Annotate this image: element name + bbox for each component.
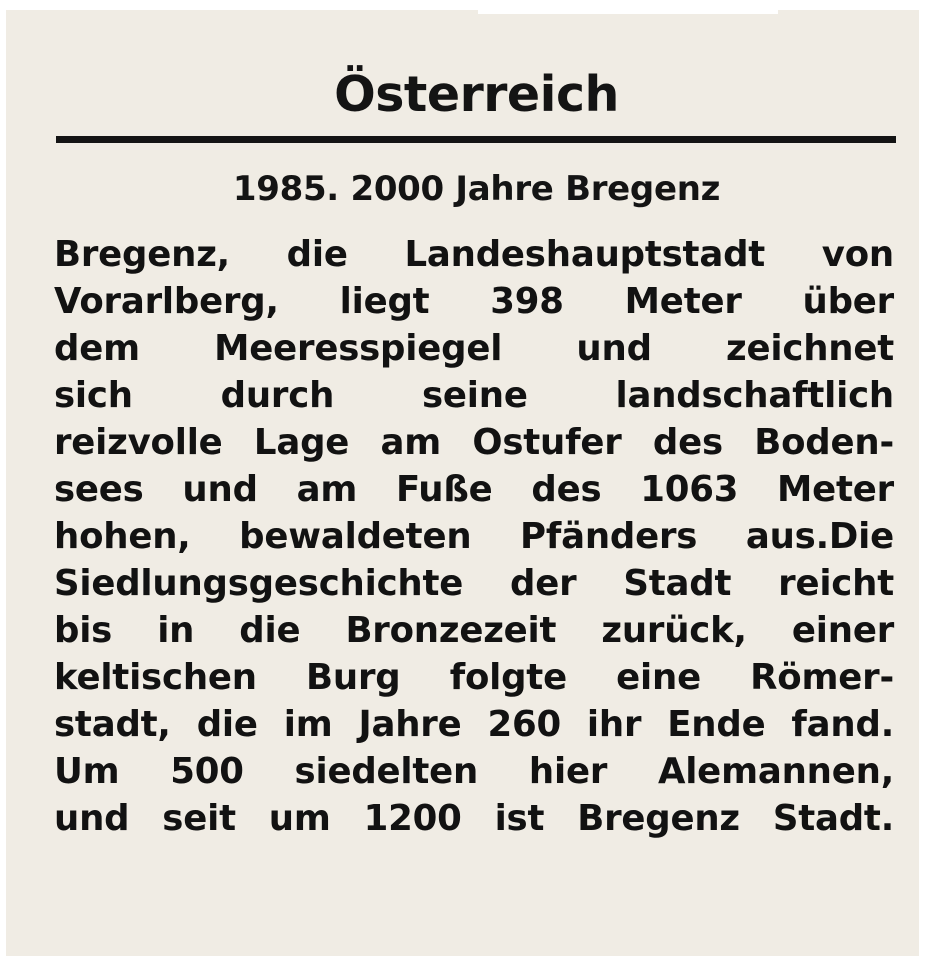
body-line: bis in die Bronzezeit zurück, einer: [54, 609, 894, 651]
body-line: sees und am Fuße des 1063 Meter: [54, 468, 894, 510]
text-card: [6, 10, 919, 956]
body-line: Vorarlberg, liegt 398 Meter über: [54, 280, 894, 322]
body-line: Um 500 siedelten hier Alemannen,: [54, 750, 894, 792]
body-line: hohen, bewaldeten Pfänders aus.Die: [54, 515, 894, 557]
left-margin: [0, 0, 6, 964]
title-divider: [56, 136, 896, 143]
body-line: dem Meeresspiegel und zeichnet: [54, 327, 894, 369]
right-margin: [919, 0, 935, 964]
body-line: reizvolle Lage am Ostufer des Boden-: [54, 421, 894, 463]
body-line: und seit um 1200 ist Bregenz Stadt.: [54, 797, 894, 839]
card-content: [54, 68, 899, 842]
subtitle: 1985. 2000 Jahre Bregenz: [232, 168, 721, 209]
top-margin: [0, 0, 935, 10]
bottom-margin: [0, 956, 935, 964]
body-line: Siedlungsgeschichte der Stadt reicht: [54, 562, 894, 604]
body-line: Bregenz, die Landeshauptstadt von: [54, 233, 894, 275]
body-text: [54, 231, 894, 842]
body-line: stadt, die im Jahre 260 ihr Ende fand.: [54, 703, 894, 745]
page-title: Österreich: [334, 66, 619, 123]
body-line: keltischen Burg folgte eine Römer-: [54, 656, 894, 698]
top-notch: [478, 0, 778, 14]
body-line: sich durch seine landschaftlich: [54, 374, 894, 416]
